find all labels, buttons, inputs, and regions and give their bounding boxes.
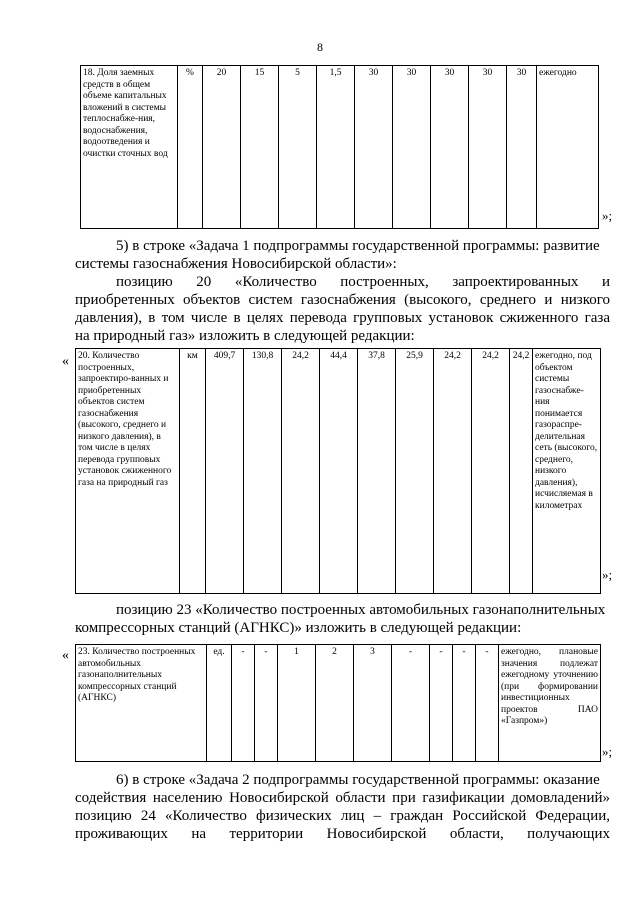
closing-quote: »; bbox=[602, 567, 613, 582]
value-cell: 30 bbox=[355, 66, 393, 229]
note-cell: ежегодно, под объектом системы газоснабже-ния понимается газораспре-делительная сеть (высокого, среднего, низкого давления), исчисляемая в километрах bbox=[533, 349, 601, 594]
closing-quote: »; bbox=[602, 208, 613, 223]
note-cell: ежегодно bbox=[537, 66, 599, 229]
indicator-name-cell: 20. Количество построенных, запроектиро-ванных и приобретенных объектов систем газоснабжения (высокого, среднего и низкого давления), в том числе в целях перевода групповых установок сжиженного газа на природный газ bbox=[76, 349, 180, 594]
value-cell: 1 bbox=[278, 645, 316, 762]
value-cell: 5 bbox=[279, 66, 317, 229]
value-cell: 3 bbox=[354, 645, 392, 762]
paragraph-line: давления), в том числе в целях перевода групповых установок сжиженного газа bbox=[75, 310, 610, 326]
value-cell: - bbox=[476, 645, 499, 762]
value-cell: 30 bbox=[431, 66, 469, 229]
value-cell: - bbox=[453, 645, 476, 762]
value-cell: 130,8 bbox=[244, 349, 282, 594]
paragraph-line: позицию 20 «Количество построенных, запроектированных и bbox=[116, 274, 610, 290]
opening-quote: « bbox=[62, 354, 69, 369]
value-cell: 24,2 bbox=[472, 349, 510, 594]
value-cell: 37,8 bbox=[358, 349, 396, 594]
value-cell: 25,9 bbox=[396, 349, 434, 594]
value-cell: 30 bbox=[393, 66, 431, 229]
value-cell: 409,7 bbox=[206, 349, 244, 594]
indicator-name-cell: 18. Доля заемных средств в общем объеме капитальных вложений в системы теплоснабже-ния, водоснабжения, водоотведения и очистки сточных вод bbox=[81, 66, 178, 229]
paragraph-line: системы газоснабжения Новосибирской области»: bbox=[75, 256, 397, 272]
indicator-name-cell: 23. Количество построенных автомобильных газонаполнительных компрессорных станций (АГНКС) bbox=[76, 645, 207, 762]
value-cell: 20 bbox=[203, 66, 241, 229]
note-cell: ежегодно, плановые значения подлежат ежегодному уточнению (при формировании инвестиционных проектов ПАО «Газпром») bbox=[499, 645, 601, 762]
table-row bbox=[76, 349, 601, 594]
value-cell: - bbox=[392, 645, 430, 762]
paragraph-line: проживающих на территории Новосибирской области, получающих bbox=[75, 826, 610, 842]
value-cell: - bbox=[255, 645, 278, 762]
value-cell: 30 bbox=[469, 66, 507, 229]
paragraph-line: на природный газ» изложить в следующей редакции: bbox=[75, 328, 415, 344]
paragraph-line: 5) в строке «Задача 1 подпрограммы государственной программы: развитие bbox=[116, 238, 600, 254]
paragraph-line: содействия населению Новосибирской области при газификации домовладений» bbox=[75, 790, 610, 806]
value-cell: 1,5 bbox=[317, 66, 355, 229]
paragraph-line: компрессорных станций (АГНКС)» изложить в следующей редакции: bbox=[75, 620, 522, 636]
value-cell: 24,2 bbox=[282, 349, 320, 594]
unit-cell: % bbox=[178, 66, 203, 229]
table-position-20 bbox=[75, 348, 601, 594]
page-number: 8 bbox=[317, 40, 323, 54]
paragraph-line: позицию 24 «Количество физических лиц – граждан Российской Федерации, bbox=[75, 808, 610, 824]
value-cell: 44,4 bbox=[320, 349, 358, 594]
value-cell: - bbox=[232, 645, 255, 762]
table-position-18 bbox=[80, 65, 599, 229]
value-cell: 24,2 bbox=[434, 349, 472, 594]
unit-cell: ед. bbox=[207, 645, 232, 762]
paragraph-line: позицию 23 «Количество построенных автомобильных газонаполнительных bbox=[116, 602, 606, 618]
paragraph-line: 6) в строке «Задача 2 подпрограммы государственной программы: оказание bbox=[116, 772, 600, 788]
value-cell: 24,2 bbox=[510, 349, 533, 594]
table-position-23 bbox=[75, 644, 601, 762]
value-cell: 30 bbox=[507, 66, 537, 229]
unit-cell: км bbox=[180, 349, 206, 594]
opening-quote: « bbox=[62, 648, 69, 663]
value-cell: - bbox=[430, 645, 453, 762]
paragraph-line: приобретенных объектов систем газоснабжения (высокого, среднего и низкого bbox=[75, 292, 610, 308]
value-cell: 15 bbox=[241, 66, 279, 229]
table-row bbox=[76, 645, 601, 762]
value-cell: 2 bbox=[316, 645, 354, 762]
table-row bbox=[81, 66, 599, 229]
closing-quote: »; bbox=[602, 744, 613, 759]
